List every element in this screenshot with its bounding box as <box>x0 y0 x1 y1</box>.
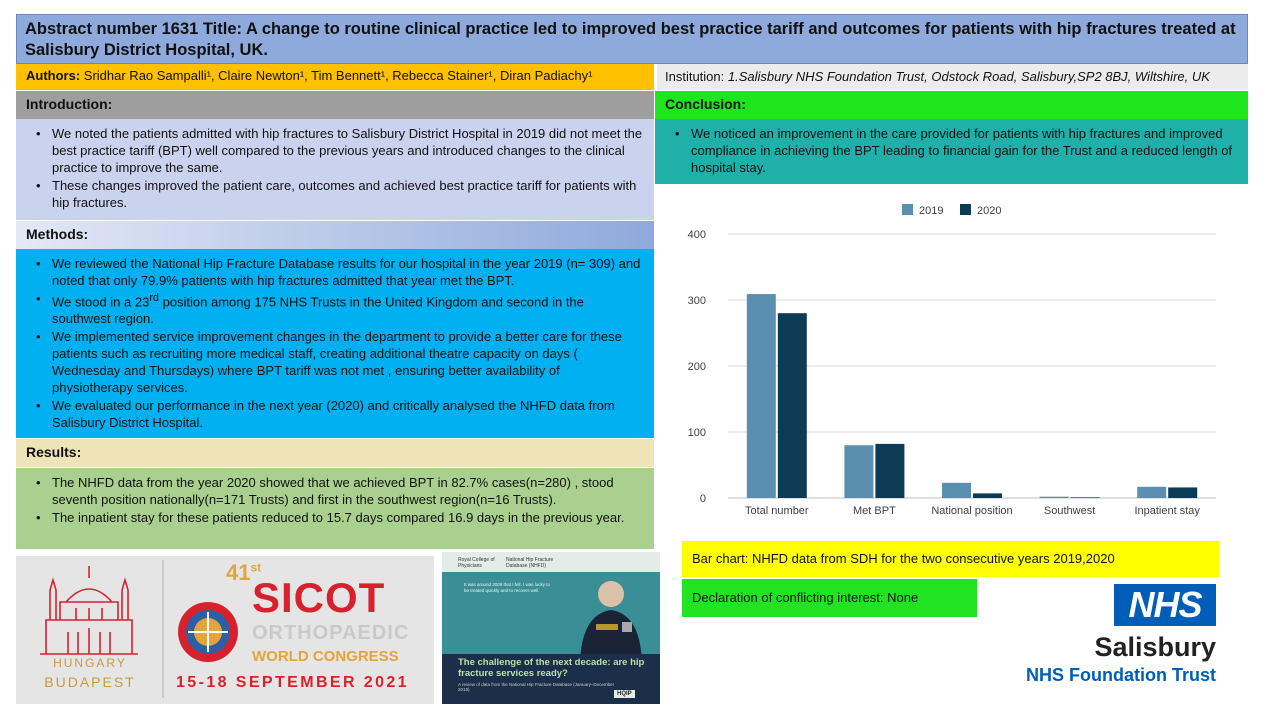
hqip-badge: HQIP <box>614 690 635 698</box>
hungary-label: HUNGARY <box>53 656 127 670</box>
institution-text: 1.Salisbury NHS Foundation Trust, Odstock Road, Salisbury,SP2 8BJ, Wiltshire, UK <box>727 69 1210 84</box>
budapest-label: BUDAPEST <box>44 674 136 690</box>
methods-bullet2-sup: rd <box>149 292 159 304</box>
nhfd-report-cover <box>442 552 660 704</box>
nhs-trust-name: NHS Foundation Trust <box>1026 665 1216 685</box>
institution-label: Institution: <box>665 69 728 84</box>
methods-bullet2-pre: We stood in a 23 <box>52 294 150 310</box>
results-panel <box>16 468 654 549</box>
logo-divider <box>162 560 164 698</box>
x-tick-label: Met BPT <box>853 505 896 517</box>
authors-names: Sridhar Rao Sampalli¹, Claire Newton¹, Tim Bennett¹, Rebecca Stainer¹, Diran Padiachy¹ <box>80 68 593 83</box>
bar-2020 <box>875 444 904 498</box>
y-tick-label: 200 <box>687 361 706 373</box>
orthopaedic-label: ORTHOPAEDIC <box>252 622 410 644</box>
list-item: • We noted the patients admitted with hip fractures to Salisbury District Hospital in 2019 did not meet the best practice tariff (BPT) well compared to the previous years and introduced changes to the clinical practice to improve the same. <box>26 125 644 176</box>
bar-2019 <box>747 294 776 498</box>
bar-chart <box>672 192 1232 532</box>
y-tick-label: 100 <box>687 427 706 439</box>
bar-chart-svg <box>672 192 1232 532</box>
chart-caption: Bar chart: NHFD data from SDH for the two consecutive years 2019,2020 <box>682 541 1219 577</box>
bar-2020 <box>1071 497 1100 498</box>
legend-label: 2019 <box>919 205 944 217</box>
legend-swatch <box>960 204 971 215</box>
methods-bullet2-post: position among 175 NHS Trusts in the United Kingdom and second in the southwest region. <box>52 294 584 327</box>
x-tick-label: Southwest <box>1043 505 1096 517</box>
poster-title: Abstract number 1631 Title: A change to routine clinical practice led to improved best practice tariff and outcomes for patients with hip fractures treated at Salisbury District Hospital, UK. <box>16 14 1248 64</box>
list-item: • We reviewed the National Hip Fracture Database results for our hospital in the year 2019 (n= 309) and noted that only 79.9% patients with hip fractures admitted that year met the BPT. <box>26 255 644 289</box>
authors-bar <box>16 64 654 90</box>
x-tick-label: Inpatient stay <box>1134 505 1200 517</box>
institution-bar <box>657 64 1248 90</box>
rcp-publisher: Royal College of Physicians <box>458 557 495 569</box>
x-tick-label: Total number <box>745 505 809 517</box>
veteran-portrait-icon <box>566 572 656 662</box>
list-item: • We implemented service improvement changes in the department to provide a better care for these patients such as recruiting more medical staff, creating additional theatre capacity on days ( Wednesday and Thursdays) where BPT tariff was not met , ensuring better availability of physiotherapy services. <box>26 328 644 396</box>
legend-swatch <box>902 204 913 215</box>
list-item: • The NHFD data from the year 2020 showed that we achieved BPT in 82.7% cases(n=280) , stood seventh position nationally(n=171 Trusts) and first in the southwest region(n=16 Trusts). <box>26 474 644 508</box>
list-item: • The inpatient stay for these patients reduced to 15.7 days compared 16.9 days in the previous year. <box>26 509 644 526</box>
conclusion-heading: Conclusion: <box>655 91 1248 119</box>
sicot-congress-logo <box>16 556 434 704</box>
sicot-emblem-icon <box>176 600 240 664</box>
cover-title: The challenge of the next decade: are hip fracture services ready? <box>458 657 645 679</box>
methods-panel <box>16 249 654 438</box>
list-item <box>26 290 644 327</box>
world-congress-label: WORLD CONGRESS <box>252 648 399 665</box>
ordinal-suffix: st <box>250 560 262 575</box>
sicot-wordmark: SICOT <box>252 574 386 621</box>
list-item: • These changes improved the patient care, outcomes and achieved best practice tariff for patients with hip fractures. <box>26 177 644 211</box>
legend-label: 2020 <box>977 205 1002 217</box>
y-tick-label: 300 <box>687 295 706 307</box>
bar-2020 <box>778 313 807 498</box>
list-item: • We noticed an improvement in the care provided for patients with hip fractures and improved compliance in achieving the BPT leading to financial gain for the Trust and a reduced length of hospital stay. <box>665 125 1238 176</box>
conflict-declaration: Declaration of conflicting interest: None <box>682 579 977 617</box>
bar-2020 <box>973 493 1002 498</box>
conclusion-panel <box>655 119 1248 184</box>
bar-2019 <box>844 445 873 498</box>
authors-label: Authors: <box>26 68 81 83</box>
ordinal-number: 41 <box>226 560 251 585</box>
nhfd-label: National Hip Fracture Database (NHFD) <box>506 557 554 569</box>
bar-2019 <box>942 483 971 498</box>
bar-2019 <box>1040 497 1069 498</box>
nhs-logo: NHS <box>1114 584 1216 626</box>
x-tick-label: National position <box>931 505 1013 517</box>
bar-2020 <box>1168 487 1197 498</box>
parliament-icon <box>16 562 162 662</box>
results-heading: Results: <box>16 439 654 467</box>
nhs-organisation-name: Salisbury <box>1094 632 1216 662</box>
introduction-heading: Introduction: <box>16 91 654 119</box>
bar-2019 <box>1137 487 1166 498</box>
methods-heading: Methods: <box>16 221 654 249</box>
introduction-panel <box>16 119 654 220</box>
cover-quote: It was around 2009 that I fell. I was lucky to be treated quickly and to recover well. <box>464 582 551 593</box>
congress-dates: 15-18 SEPTEMBER 2021 <box>176 674 409 691</box>
cover-subtitle: A review of data from the National Hip Fracture Database (January–December 2019) <box>458 682 615 692</box>
y-tick-label: 400 <box>687 229 706 241</box>
y-tick-label: 0 <box>699 493 706 505</box>
list-item: • We evaluated our performance in the next year (2020) and critically analysed the NHFD data from Salisbury District Hospital. <box>26 397 644 431</box>
